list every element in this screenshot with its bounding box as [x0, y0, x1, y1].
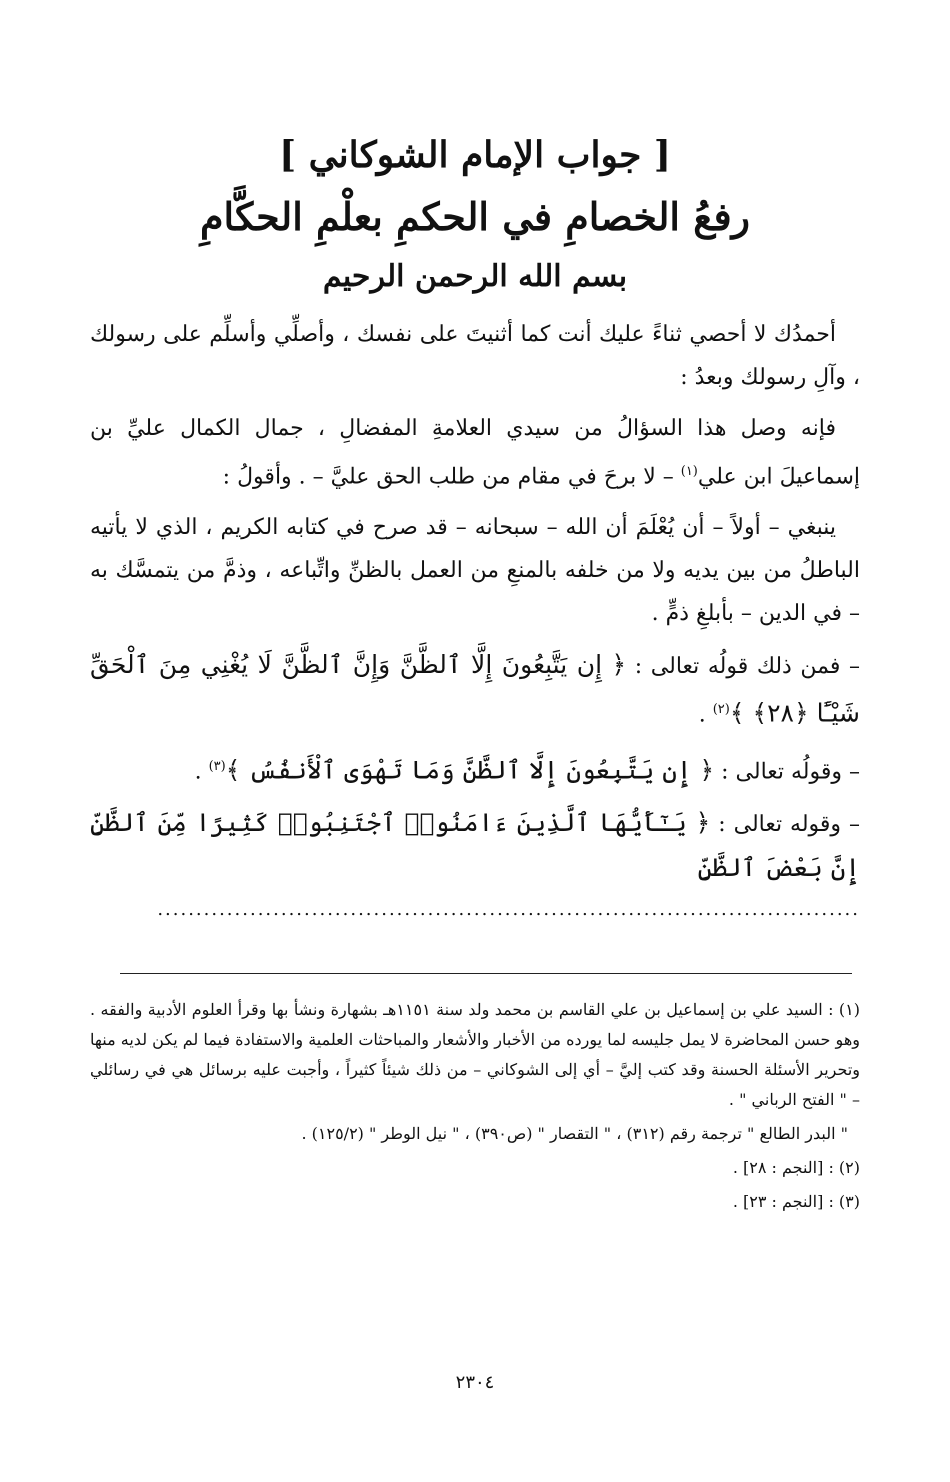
continuation-dots: ........................................................................................... [157, 898, 860, 920]
paragraph-question-text-b: – لا برحَ في مقام من طلب الحق عليَّ – . وأقولُ : [222, 464, 681, 490]
page-content [90, 125, 860, 920]
paragraph-opening: أحمدُك لا أحصي ثناءً عليك أنت كما أثنيتَ على نفسك ، وأصلِّي وأسلِّم على رسولك ، وآلِ رسولك وبعدُ : [90, 322, 860, 390]
verse-2: ﴿ إِن يَتَّبِعُونَ إِلَّا ٱلظَّنَّ وَمَا تَهْوَى ٱلْأَنفُسُ ﴾ [225, 754, 715, 784]
page-number: ٢٣٠٤ [455, 1372, 495, 1393]
paragraph-question [90, 407, 860, 498]
quote-intro-1: – فمن ذلك قولُه تعالى : [626, 654, 860, 680]
footnote-ref-1[interactable]: (١) [680, 464, 698, 479]
verse-1: ﴿ إِن يَتَّبِعُونَ إِلَّا ٱلظَّنَّ وَإِنَّ ٱلظَّنَّ لَا يُغْنِي مِنَ ٱلْحَقِّ شَيْـًٔا ﴿٢٨﴾ ﴾ [90, 650, 860, 728]
basmala: بسم الله الرحمن الرحيم [322, 259, 628, 294]
footnote-3: (٣) : [النجم : ٢٣] . [732, 1192, 860, 1211]
page-title: [ جواب الإمام الشوكاني ] [279, 134, 671, 176]
treatise-title: رفعُ الخصامِ في الحكمِ بعلْمِ الحكَّامِ [200, 194, 750, 239]
footnote-ref-3[interactable]: (٣) [208, 758, 226, 774]
title-block [90, 125, 860, 305]
footnote-2: (٢) : [النجم : ٢٨] . [732, 1158, 860, 1177]
quran-quote-2: – وقولُه تعالى : ﴿ إِن يَتَّبِعُونَ إِلَّا ٱلظَّنَّ وَمَا تَهْوَى ٱلْأَنفُسُ ﴾$^{(٣)}$ . [194, 754, 860, 784]
paragraph-argument: ينبغي – أولاً – أن يُعْلَمَ أن الله – سبحانه – قد صرح في كتابه الكريم ، الذي لا يأتيه الباطلُ من بين يديه ولا من خلفه بالمنعِ من العمل بالظنِّ واتِّباعه ، وذمَّ من يتمسَّك به – في الدين – بأبلغِ ذمٍّ . [90, 515, 860, 627]
footnote-ref-2[interactable]: (٢) [712, 702, 730, 718]
verse-3: ﴿ يَـٰٓأَيُّهَا ٱلَّذِينَ ءَامَنُوا۟ ٱجْتَنِبُوا۟ كَثِيرًا مِّنَ ٱلظَّنِّ إِنَّ بَعْضَ ٱلظَّنِّ [90, 807, 860, 882]
quran-quote-1: – فمن ذلك قولُه تعالى : ﴿ إِن يَتَّبِعُونَ إِلَّا ٱلظَّنَّ وَإِنَّ ٱلظَّنَّ لَا يُغْنِي مِنَ ٱلْحَقِّ شَيْـًٔا ﴿٢٨﴾ ﴾$^{(٢)}$ . [90, 650, 860, 728]
quran-quote-3 [90, 801, 860, 891]
paragraph-question-text-a: فإنه وصل هذا السؤالُ من سيدي العلامةِ المفضالِ ، جمال الكمال عليِّ بن إسماعيلَ ابن علي [90, 416, 860, 490]
footnotes [90, 995, 860, 1221]
footnote-1-sources: " البدر الطالع " ترجمة رقم (٣١٢) ، " التقصار " (ص٣٩٠) ، " نيل الوطر " (١٢٥/٢) . [301, 1124, 848, 1143]
quote-intro-3: – وقوله تعالى : [710, 811, 860, 837]
quote-intro-2: – وقولُه تعالى : [714, 758, 860, 784]
main-text [90, 313, 860, 920]
footnote-divider [120, 973, 852, 974]
footnote-1: (١) : السيد علي بن إسماعيل بن علي القاسم بن محمد ولد سنة ١١٥١هـ بشهارة ونشأ بها وقرأ العلوم الأدبية والفقه . وهو حسن المحاضرة لا يمل جليسه لما يورده من الأخبار والأشعار والمباحثات العلمية والاستفادة فيما لم يكن لديه منها وتحرير الأسئلة الحسنة وقد كتب إليَّ – أي إلى الشوكاني – من ذلك شيئاً كثيراً ، وأجبت عليه برسائل هي في رسائلي – " الفتح الرباني " . [90, 1000, 860, 1109]
